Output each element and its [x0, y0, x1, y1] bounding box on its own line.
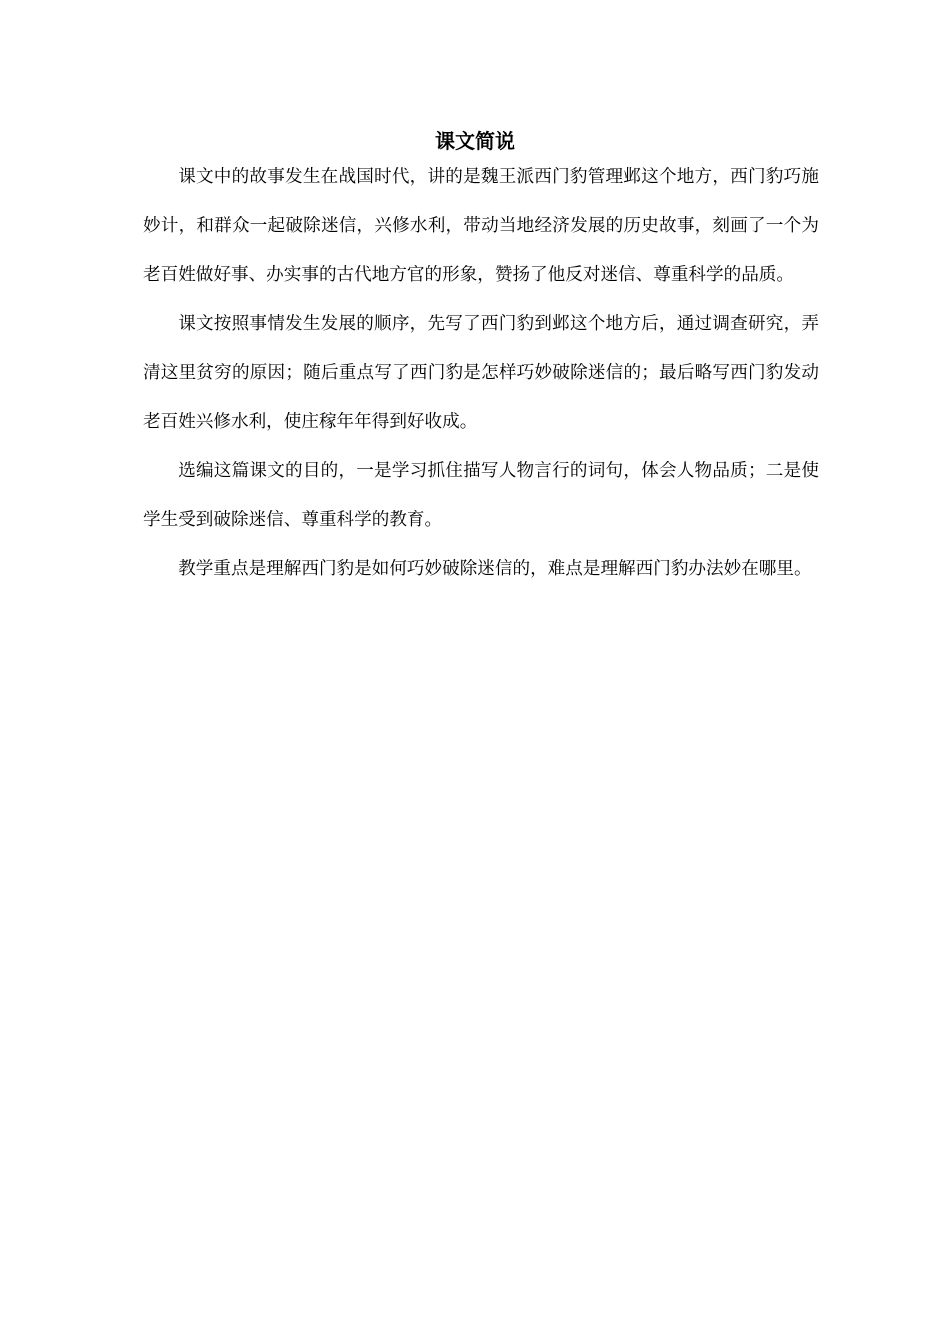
paragraph-story-summary: 课文中的故事发生在战国时代，讲的是魏王派西门豹管理邺这个地方，西门豹巧施妙计，和群众一起破除迷信，兴修水利，带动当地经济发展的历史故事，刻画了一个为老百姓做好事、办实事的古代地方官的形象，赞扬了他反对迷信、尊重科学的品质。 [143, 167, 819, 285]
paragraph-key-points: 教学重点是理解西门豹是如何巧妙破除迷信的，难点是理解西门豹办法妙在哪里。 [178, 559, 812, 579]
document-title: 课文简说 [435, 129, 515, 153]
paragraph-structure: 课文按照事情发生发展的顺序，先写了西门豹到邺这个地方后，通过调查研究，弄清这里贫穷的原因；随后重点写了西门豹是怎样巧妙破除迷信的；最后略写西门豹发动老百姓兴修水利，使庄稼年年得到好收成。 [143, 314, 819, 432]
paragraph-purpose: 选编这篇课文的目的，一是学习抓住描写人物言行的词句，体会人物品质；二是使学生受到破除迷信、尊重科学的教育。 [143, 461, 819, 530]
document-body [143, 153, 819, 594]
